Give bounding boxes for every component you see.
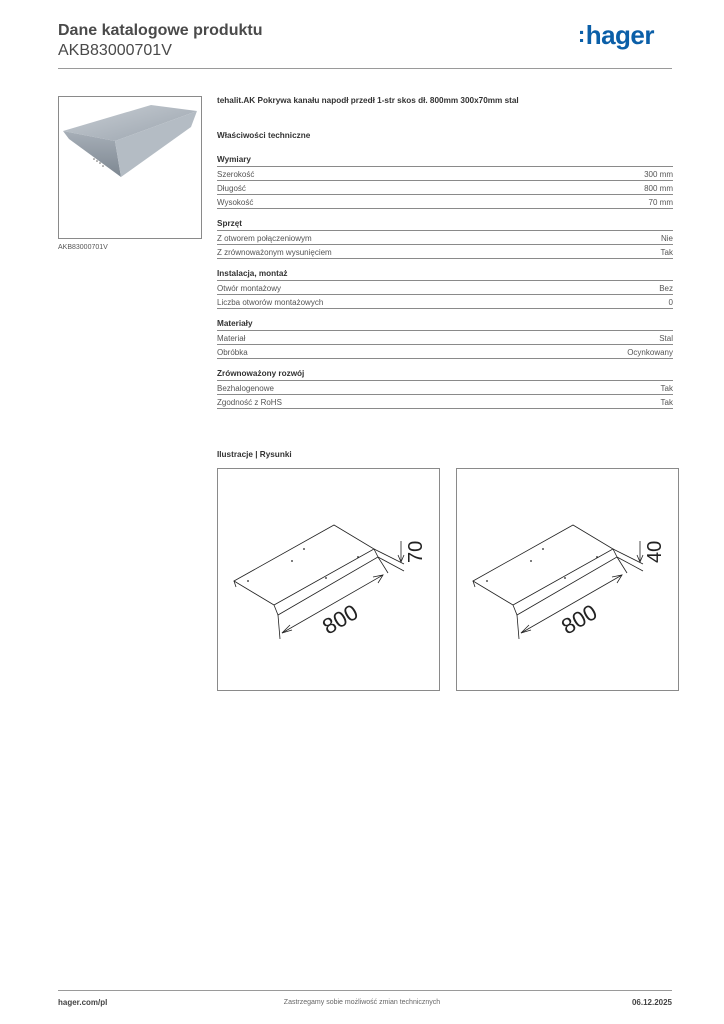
section-title: Wymiary xyxy=(217,155,673,167)
section-title: Sprzęt xyxy=(217,219,673,231)
table-row xyxy=(217,381,673,395)
table-row xyxy=(217,245,673,259)
property-value: Bez xyxy=(659,283,673,293)
section-equipment xyxy=(217,219,673,259)
logo-dots-icon: : xyxy=(577,22,585,47)
product-photo-icon xyxy=(59,97,201,238)
header-divider xyxy=(58,68,672,69)
footer-website-link[interactable]: hager.com/pl xyxy=(58,998,108,1007)
length-dimension: 800 xyxy=(318,599,363,640)
section-installation xyxy=(217,269,673,309)
height-dimension: 40 xyxy=(644,540,666,563)
property-label: Materiał xyxy=(217,333,246,343)
length-dimension: 800 xyxy=(557,599,602,640)
property-value: 70 mm xyxy=(648,197,673,207)
property-label: Długość xyxy=(217,183,246,193)
property-value: 800 mm xyxy=(644,183,673,193)
property-label: Szerokość xyxy=(217,169,255,179)
property-value: Tak xyxy=(660,247,673,257)
properties-title: Właściwości techniczne xyxy=(217,131,311,140)
property-value: Tak xyxy=(660,397,673,407)
table-row xyxy=(217,345,673,359)
property-label: Wysokość xyxy=(217,197,254,207)
product-details xyxy=(217,96,673,409)
image-caption: AKB83000701V xyxy=(58,244,108,251)
cover-drawing-icon xyxy=(218,469,439,690)
table-row xyxy=(217,295,673,309)
property-value: Nie xyxy=(660,233,673,243)
page-header xyxy=(58,20,672,70)
cover-drawing-icon xyxy=(457,469,678,690)
table-row xyxy=(217,281,673,295)
table-row xyxy=(217,167,673,181)
property-label: Otwór montażowy xyxy=(217,283,282,293)
property-label: Z otworem połączeniowym xyxy=(217,233,312,243)
property-label: Obróbka xyxy=(217,347,248,357)
section-title: Zrównoważony rozwój xyxy=(217,369,673,381)
table-row xyxy=(217,231,673,245)
technical-drawing xyxy=(456,468,679,691)
property-label: Liczba otworów montażowych xyxy=(217,297,324,307)
property-label: Bezhalogenowe xyxy=(217,383,274,393)
property-value: Tak xyxy=(660,383,673,393)
property-value: 300 mm xyxy=(644,169,673,179)
table-row xyxy=(217,331,673,345)
table-row xyxy=(217,181,673,195)
product-code: AKB83000701V xyxy=(58,42,172,59)
footer-notice: Zastrzegamy sobie możliwość zmian technicznych xyxy=(283,999,441,1006)
property-value: Stal xyxy=(659,333,673,343)
property-value: Ocynkowany xyxy=(627,347,673,357)
brand-logo[interactable] xyxy=(578,20,654,51)
table-row xyxy=(217,395,673,409)
property-label: Zgodność z RoHS xyxy=(217,397,282,407)
section-title: Instalacja, montaż xyxy=(217,269,673,281)
document-title: Dane katalogowe produktu xyxy=(58,22,263,39)
product-image xyxy=(58,96,202,239)
table-row xyxy=(217,195,673,209)
logo-text: hager xyxy=(585,20,654,50)
product-description: tehalit.AK Pokrywa kanału napodł przedł 1-str skos dł. 800mm 300x70mm stal xyxy=(217,96,519,105)
illustrations-title: Ilustracje | Rysunki xyxy=(217,450,292,459)
footer-divider xyxy=(58,990,672,991)
section-sustainability xyxy=(217,369,673,409)
height-dimension: 70 xyxy=(405,540,427,563)
section-dimensions xyxy=(217,155,673,209)
property-value: 0 xyxy=(668,297,673,307)
section-title: Materiały xyxy=(217,319,673,331)
footer-date: 06.12.2025 xyxy=(631,998,672,1007)
property-label: Z zrównoważonym wysunięciem xyxy=(217,247,332,257)
technical-drawing xyxy=(217,468,440,691)
section-materials xyxy=(217,319,673,359)
